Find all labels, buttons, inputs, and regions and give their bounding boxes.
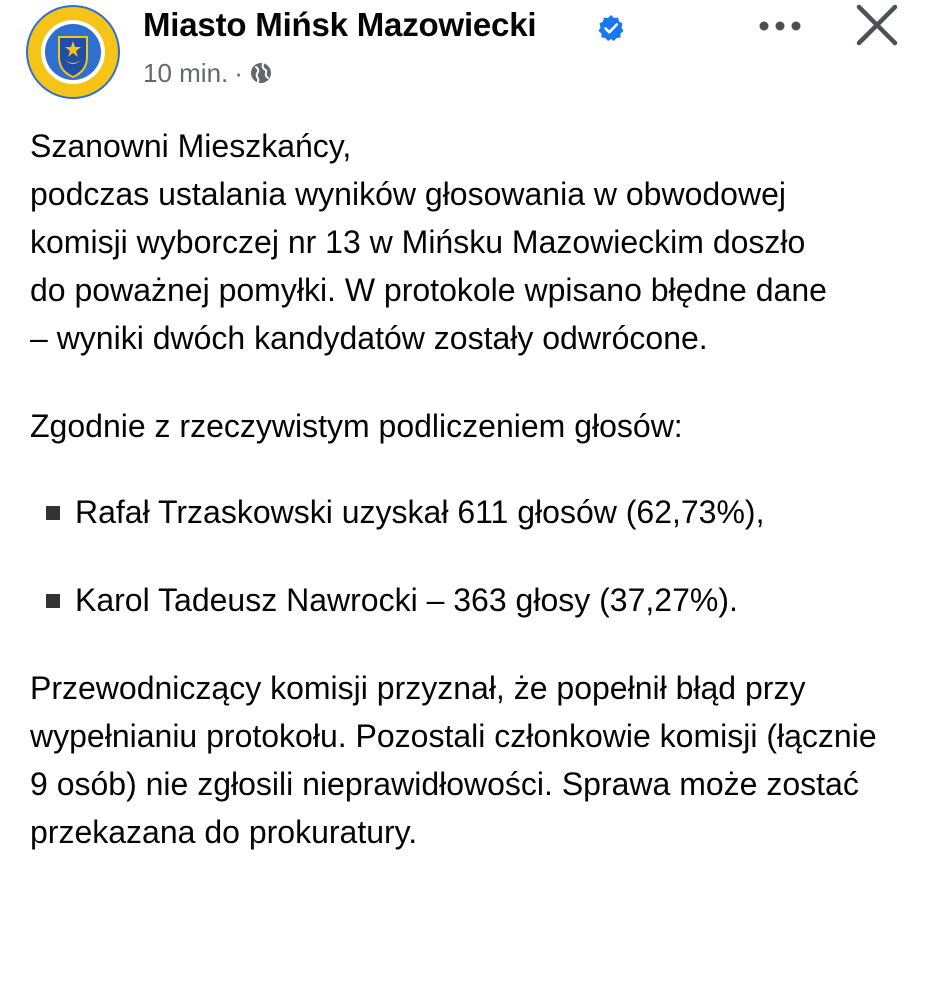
more-options-button[interactable] <box>748 8 812 44</box>
post-header <box>0 0 925 110</box>
paragraph-gap <box>30 624 910 664</box>
page-avatar[interactable] <box>26 5 120 99</box>
post-greeting: Szanowni Mieszkańcy, <box>30 128 352 164</box>
results-list <box>30 488 910 624</box>
post-paragraph-2: Przewodniczący komisji przyznał, że popełnił błąd przy wypełnianiu protokołu. Pozostali członkowie komisji (łącznie 9 osób) nie zgłosili nieprawidłowości. Sprawa może zostać przekazana do prokuratury. <box>30 670 877 850</box>
post-paragraph-1: podczas ustalania wyników głosowania w obwodowej komisji wyborczej nr 13 w Mińsku Mazowieckim doszło do poważnej pomyłki. W protokole wpisano błędne dane – wyniki dwóch kandydatów zostały odwrócone. <box>30 176 827 356</box>
post-body <box>30 122 910 856</box>
meta-separator: · <box>234 58 243 88</box>
result-nawrocki: Karol Tadeusz Nawrocki – 363 głosy (37,27%). <box>75 582 738 618</box>
paragraph-gap <box>30 450 910 488</box>
bullet-square-icon <box>46 594 60 608</box>
globe-icon <box>249 61 273 85</box>
results-intro: Zgodnie z rzeczywistym podliczeniem głosów: <box>30 408 683 444</box>
verified-badge-icon <box>597 14 625 42</box>
result-trzaskowski: Rafał Trzaskowski uzyskał 611 głosów (62,73%), <box>75 494 765 530</box>
paragraph-gap <box>30 362 910 402</box>
close-icon <box>859 7 895 43</box>
coat-of-arms-icon <box>28 7 118 97</box>
bullet-square-icon <box>46 506 60 520</box>
post-meta <box>143 58 273 89</box>
post-timestamp[interactable]: 10 min. <box>143 58 229 88</box>
more-horizontal-icon <box>760 22 769 31</box>
page-name[interactable]: Miasto Mińsk Mazowiecki <box>143 6 537 43</box>
close-button[interactable] <box>852 2 902 48</box>
list-item <box>30 576 910 624</box>
list-item <box>30 488 910 536</box>
